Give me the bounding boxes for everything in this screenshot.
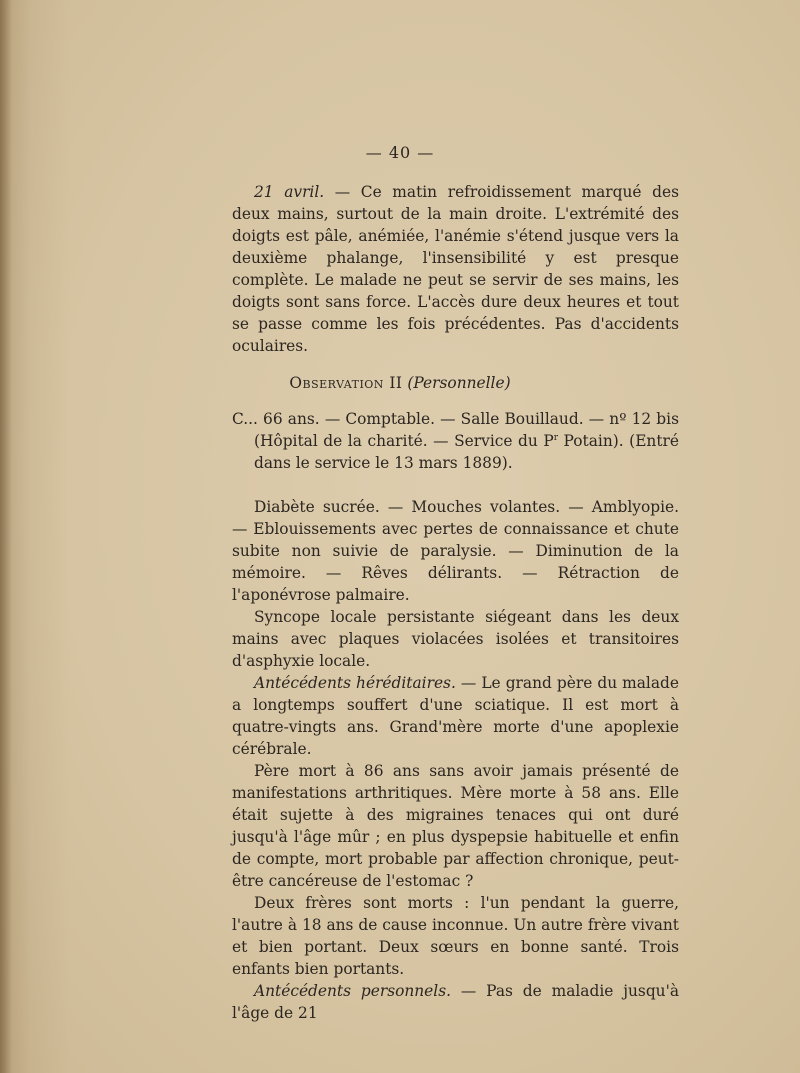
- siblings-paragraph: Deux frères sont morts : l'un pendant la guerre, l'autre à 18 ans de cause inconnue. Un autre frère vivant et bien portant. Deux sœurs en bonne santé. Trois enfants bien portants.: [232, 894, 679, 978]
- observation-subtitle: (Personnelle): [407, 374, 511, 392]
- entry-date: 21 avril.: [254, 183, 325, 201]
- entry-text: — Ce matin refroidissement marqué des deux mains, surtout de la main droite. L'extrémité des doigts est pâle, anémiée, l'anémie s'étend jusque vers la deuxième phalange, l'insensibilité y est presque complète. Le malade ne peut se servir de ses mains, les doigts sont sans force. L'accès dure deux heures et tout se passe comme les fois précédentes. Pas d'accidents oculaires.: [232, 183, 679, 355]
- observation-title: Observation II: [289, 374, 403, 392]
- patient-info-sup: r: [553, 432, 558, 443]
- page-number: — 40 —: [365, 143, 435, 162]
- syncope-paragraph: Syncope locale persistante siégeant dans les deux mains avec plaques violacées isolées et transitoires d'asphyxie locale.: [232, 608, 679, 670]
- entry-paragraph: [232, 181, 679, 357]
- patient-info-part2: Potain). (Entré dans le service le 13 mars 1889).: [254, 432, 679, 472]
- personal-text: — Pas de maladie jusqu'à l'âge de 21: [232, 982, 679, 1022]
- personal-label: Antécédents personnels.: [254, 982, 452, 1000]
- personal-paragraph: [232, 980, 679, 1024]
- summary-paragraph: Diabète sucrée. — Mouches volantes. — Amblyopie. — Eblouissements avec pertes de connaissance et chute subite non suivie de paralysie. — Diminution de la mémoire. — Rêves délirants. — Rétraction de l'aponévrose palmaire.: [232, 498, 679, 604]
- patient-info: [232, 408, 679, 474]
- parents-paragraph: Père mort à 86 ans sans avoir jamais présenté de manifestations arthritiques. Mère morte à 58 ans. Elle était sujette à des migraines tenaces qui ont duré jusqu'à l'âge mûr ; en plus dyspepsie habituelle et enfin de compte, mort probable par affection chronique, peut-être cancéreuse de l'estomac ?: [232, 762, 679, 890]
- hereditary-paragraph: [232, 672, 679, 760]
- hereditary-text: — Le grand père du malade a longtemps souffert d'une sciatique. Il est mort à quatre-vingts ans. Grand'mère morte d'une apoplexie cérébrale.: [232, 674, 679, 758]
- hereditary-label: Antécédents héréditaires.: [254, 674, 456, 692]
- clinical-body: [232, 496, 679, 1024]
- patient-info-part1: C... 66 ans. — Comptable. — Salle Bouillaud. — nº 12 bis (Hôpital de la charité. — Service du P: [232, 410, 679, 450]
- observation-heading: [0, 374, 800, 392]
